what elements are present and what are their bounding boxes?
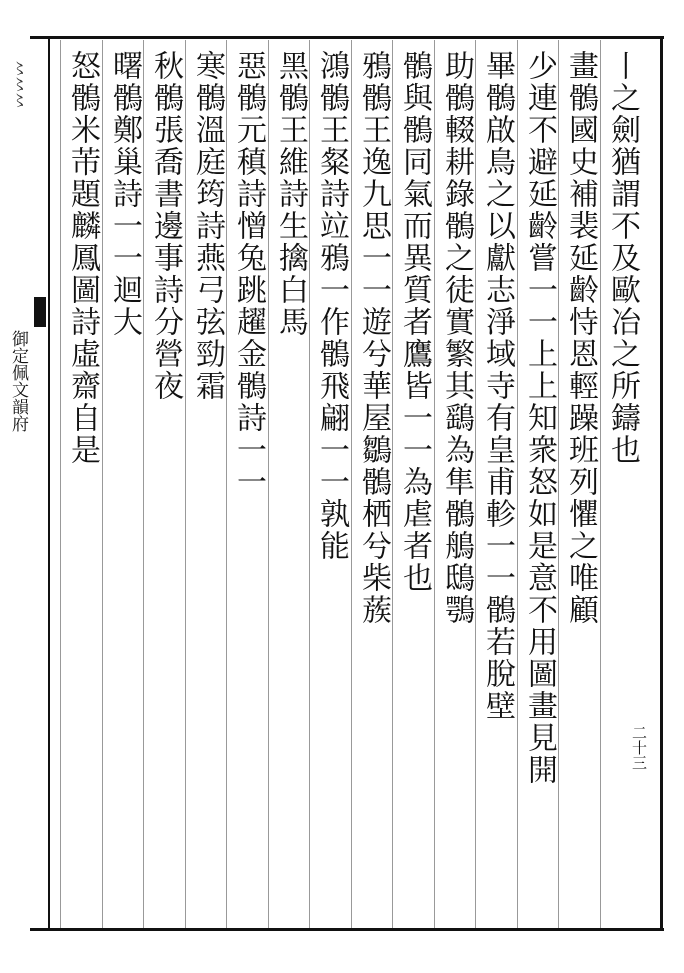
- column-text: 助鶻輟耕錄鶻之徒實繁其鷂為隼鶻鵃鴟鶚: [439, 50, 474, 626]
- text-column-10: [228, 50, 268, 918]
- column-text: 畫鶻國史補裴延齡恃恩輕躁班列懼之唯顧: [563, 50, 598, 626]
- column-separator: [309, 40, 310, 928]
- column-text: 惡鶻元稹詩憎兔跳趯金鶻詩一一: [231, 50, 266, 498]
- text-column-11: [187, 50, 227, 918]
- column-text: 曙鶻鄭巢詩一一迴大: [107, 50, 142, 338]
- column-text: 寒鶻溫庭筠詩燕弓弦勁霜: [190, 50, 225, 402]
- column-separator: [558, 40, 559, 928]
- text-column-6: [394, 50, 434, 918]
- text-column-7: [353, 50, 393, 918]
- column-separator: [226, 40, 227, 928]
- column-separator: [268, 40, 269, 928]
- text-column-8: [311, 50, 351, 918]
- column-text: 鶻與鶻同氣而異質者鷹皆一一為虐者也: [397, 50, 432, 594]
- column-text: 鴻鶻王粲詩竝鴉一作鶻飛翩一一孰能: [314, 50, 349, 562]
- column-separator: [60, 40, 61, 928]
- column-separator: [102, 40, 103, 928]
- column-text: 怒鶻米芾題麟鳳圖詩虛齋自是: [65, 50, 100, 466]
- gutter-line: [48, 36, 50, 931]
- column-text: 丨之劍猶謂不及歐冶之所鑄也: [605, 50, 640, 466]
- column-separator: [517, 40, 518, 928]
- column-text: 少連不避延齡嘗一一上上知衆怒如是意不用圖畫見開: [522, 50, 557, 786]
- column-separator: [434, 40, 435, 928]
- page-number-margin: 二十三: [630, 725, 648, 770]
- book-title-margin: 御定佩文韻府: [8, 330, 28, 432]
- text-column-4: [477, 50, 517, 918]
- column-separator: [392, 40, 393, 928]
- right-border: [660, 36, 663, 931]
- text-column-2: [560, 50, 600, 918]
- column-separator: [185, 40, 186, 928]
- text-column-5: [436, 50, 476, 918]
- text-column-13: [104, 50, 144, 918]
- column-separator: [600, 40, 601, 928]
- text-column-14: [62, 50, 102, 918]
- text-column-12: [145, 50, 185, 918]
- top-border: [30, 36, 664, 39]
- column-text: 黑鶻王維詩生擒白馬: [273, 50, 308, 338]
- fore-edge-black-band: [34, 297, 46, 327]
- column-text: 鴉鶻王逸九思一一遊兮華屋鶵鶻栖兮柴蔟: [356, 50, 391, 626]
- bottom-border: [30, 928, 664, 931]
- column-separator: [475, 40, 476, 928]
- column-separator: [143, 40, 144, 928]
- margin-mark: 〻〻〻: [9, 60, 28, 108]
- text-column-9: [270, 50, 310, 918]
- column-text: 畢鶻啟鳥之以獻志淨域寺有皇甫軫一一鶻若脫壁: [480, 50, 515, 722]
- column-text: 秋鶻張喬書邊事詩分營夜: [148, 50, 183, 402]
- text-column-3: [519, 50, 559, 918]
- column-separator: [351, 40, 352, 928]
- text-column-1: [602, 50, 642, 918]
